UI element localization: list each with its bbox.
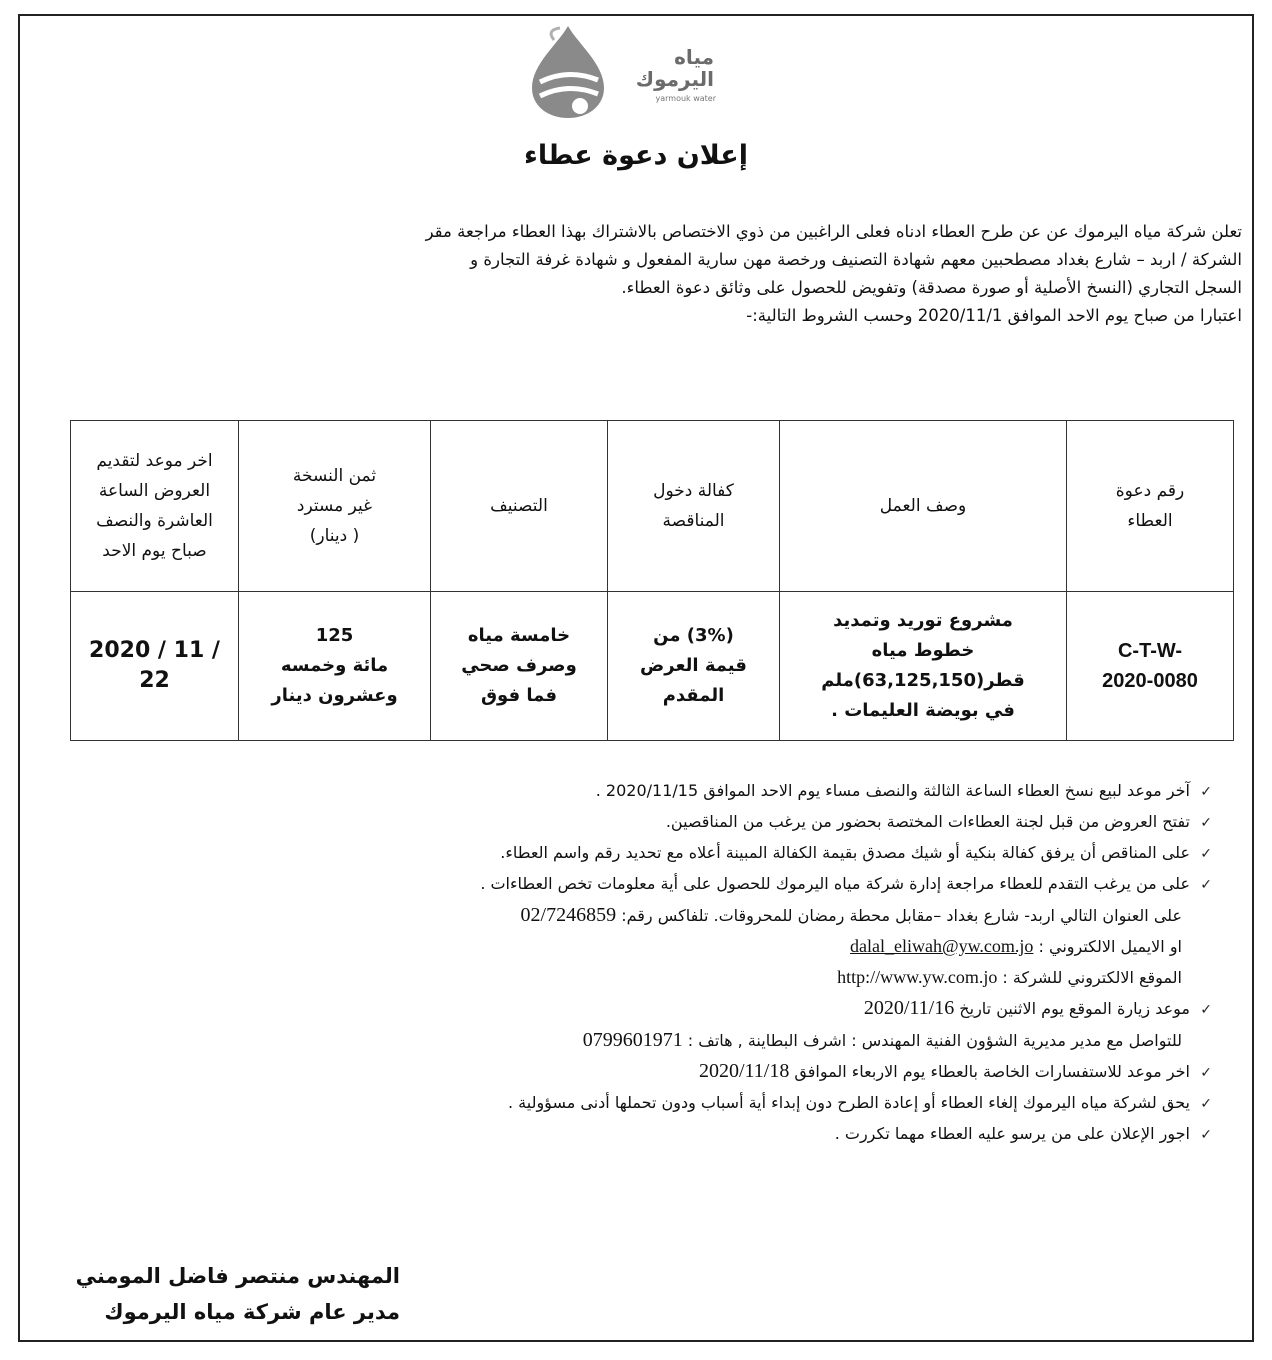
list-item: ✓اجور الإعلان على من يرسو عليه العطاء مهما تكررت . bbox=[92, 1119, 1212, 1150]
header-copy-price: ثمن النسخة غير مسترد ( دينار) bbox=[239, 421, 431, 592]
intro-paragraph bbox=[300, 218, 1242, 330]
phone-number: 0799601971 bbox=[582, 1029, 683, 1051]
conditions-list bbox=[92, 776, 1212, 1150]
page-title: إعلان دعوة عطاء bbox=[524, 140, 748, 171]
intro-line: تعلن شركة مياه اليرموك عن عن طرح العطاء ادناه فعلى الراغبين من ذوي الاختصاص بالاشتراك بهذا العطاء مراجعة مقر bbox=[425, 222, 1242, 241]
signatory-name: المهندس منتصر فاضل المومني bbox=[75, 1264, 400, 1288]
signatory-title: مدير عام شركة مياه اليرموك bbox=[104, 1300, 400, 1324]
checkmark-icon: ✓ bbox=[1200, 784, 1212, 800]
cell-tender-number: C-T-W- 2020-0080 bbox=[1067, 592, 1234, 741]
tender-table bbox=[70, 420, 1234, 741]
checkmark-icon: ✓ bbox=[1200, 846, 1212, 862]
inquiry-deadline-date: 2020/11/18 bbox=[698, 1060, 790, 1082]
cell-work-description: مشروع توريد وتمديد خطوط مياه قطر(63,125,150)ملم في بويضة العليمات . bbox=[780, 592, 1067, 741]
header-bid-bond: كفالة دخول المناقصة bbox=[608, 421, 780, 592]
cell-classification: خامسة مياه وصرف صحي فما فوق bbox=[431, 592, 608, 741]
checkmark-icon: ✓ bbox=[1200, 1096, 1212, 1112]
signature-block bbox=[40, 1258, 400, 1330]
fax-number: 02/7246859 bbox=[520, 904, 617, 926]
address-line: على العنوان التالي اربد- شارع بغداد –مقابل محطة رمضان للمحروقات. تلفاكس رقم: 02/7246859 bbox=[520, 904, 1182, 926]
intro-line: الشركة / اربد – شارع بغداد مصطحبين معهم شهادة التصنيف ورخصة مهن سارية المفعول و شهادة غرفة التجارة و bbox=[470, 250, 1242, 269]
logo-wordmark-ar bbox=[608, 46, 714, 90]
logo-word-2: اليرموك bbox=[635, 67, 714, 91]
intro-line: اعتبارا من صباح يوم الاحد الموافق 2020/11/1 وحسب الشروط التالية:- bbox=[746, 306, 1242, 325]
checkmark-icon: ✓ bbox=[1200, 877, 1212, 893]
checkmark-icon: ✓ bbox=[1200, 1065, 1212, 1081]
list-item: ✓على من يرغب التقدم للعطاء مراجعة إدارة شركة مياه اليرموك للحصول على أية معلومات تخص العطاءات . bbox=[92, 869, 1212, 900]
list-item: ✓تفتح العروض من قبل لجنة العطاءات المختصة بحضور من يرغب من المناقصين. bbox=[92, 807, 1212, 838]
list-item: ✓آخر موعد لبيع نسخ العطاء الساعة الثالثة والنصف مساء يوم الاحد الموافق 2020/11/15 . bbox=[92, 776, 1212, 807]
checkmark-icon: ✓ bbox=[1200, 1002, 1212, 1018]
website-line: الموقع الالكتروني للشركة : http://www.yw.com.jo bbox=[837, 967, 1182, 987]
header-deadline: اخر موعد لتقديم العروض الساعة العاشرة والنصف صباح يوم الاحد bbox=[71, 421, 239, 592]
contact-line: للتواصل مع مدير مديرية الشؤون الفنية المهندس : اشرف البطاينة , هاتف : 0799601971 bbox=[582, 1029, 1182, 1051]
header-tender-number: رقم دعوة العطاء bbox=[1067, 421, 1234, 592]
list-item: ✓على المناقص أن يرفق كفالة بنكية أو شيك مصدق بقيمة الكفالة المبينة أعلاه مع تحديد رقم واسم العطاء. bbox=[92, 838, 1212, 869]
table-row bbox=[71, 592, 1234, 741]
site-visit-date: 2020/11/16 bbox=[863, 997, 955, 1019]
cell-bid-bond: (3%) من قيمة العرض المقدم bbox=[608, 592, 780, 741]
header-work-description: وصف العمل bbox=[780, 421, 1067, 592]
logo-wordmark-en: yarmouk water bbox=[655, 94, 716, 103]
list-item: ✓يحق لشركة مياه اليرموك إلغاء العطاء أو إعادة الطرح دون إبداء أية أسباب ودون تحملها أدنى مسؤولية . bbox=[92, 1088, 1212, 1119]
logo-word-1: مياه bbox=[674, 45, 714, 69]
list-item: ✓موعد زيارة الموقع يوم الاثنين تاريخ 2020/11/16 bbox=[92, 993, 1212, 1025]
checkmark-icon: ✓ bbox=[1200, 1127, 1212, 1143]
header-classification: التصنيف bbox=[431, 421, 608, 592]
intro-line: السجل التجاري (النسخ الأصلية أو صورة مصدقة) وتفويض للحصول على وثائق دعوة العطاء. bbox=[621, 278, 1242, 297]
website-link[interactable]: http://www.yw.com.jo bbox=[837, 967, 998, 987]
list-item: ✓اخر موعد للاستفسارات الخاصة بالعطاء يوم الاربعاء الموافق 2020/11/18 bbox=[92, 1056, 1212, 1088]
cell-copy-price: 125 مائة وخمسه وعشرون دينار bbox=[239, 592, 431, 741]
table-header-row bbox=[71, 421, 1234, 592]
checkmark-icon: ✓ bbox=[1200, 815, 1212, 831]
cell-deadline: 2020 / 11 / 22 bbox=[71, 592, 239, 741]
email-link[interactable]: dalal_eliwah@yw.com.jo bbox=[850, 936, 1034, 956]
email-line: او الايميل الالكتروني : dalal_eliwah@yw.com.jo bbox=[850, 936, 1182, 956]
